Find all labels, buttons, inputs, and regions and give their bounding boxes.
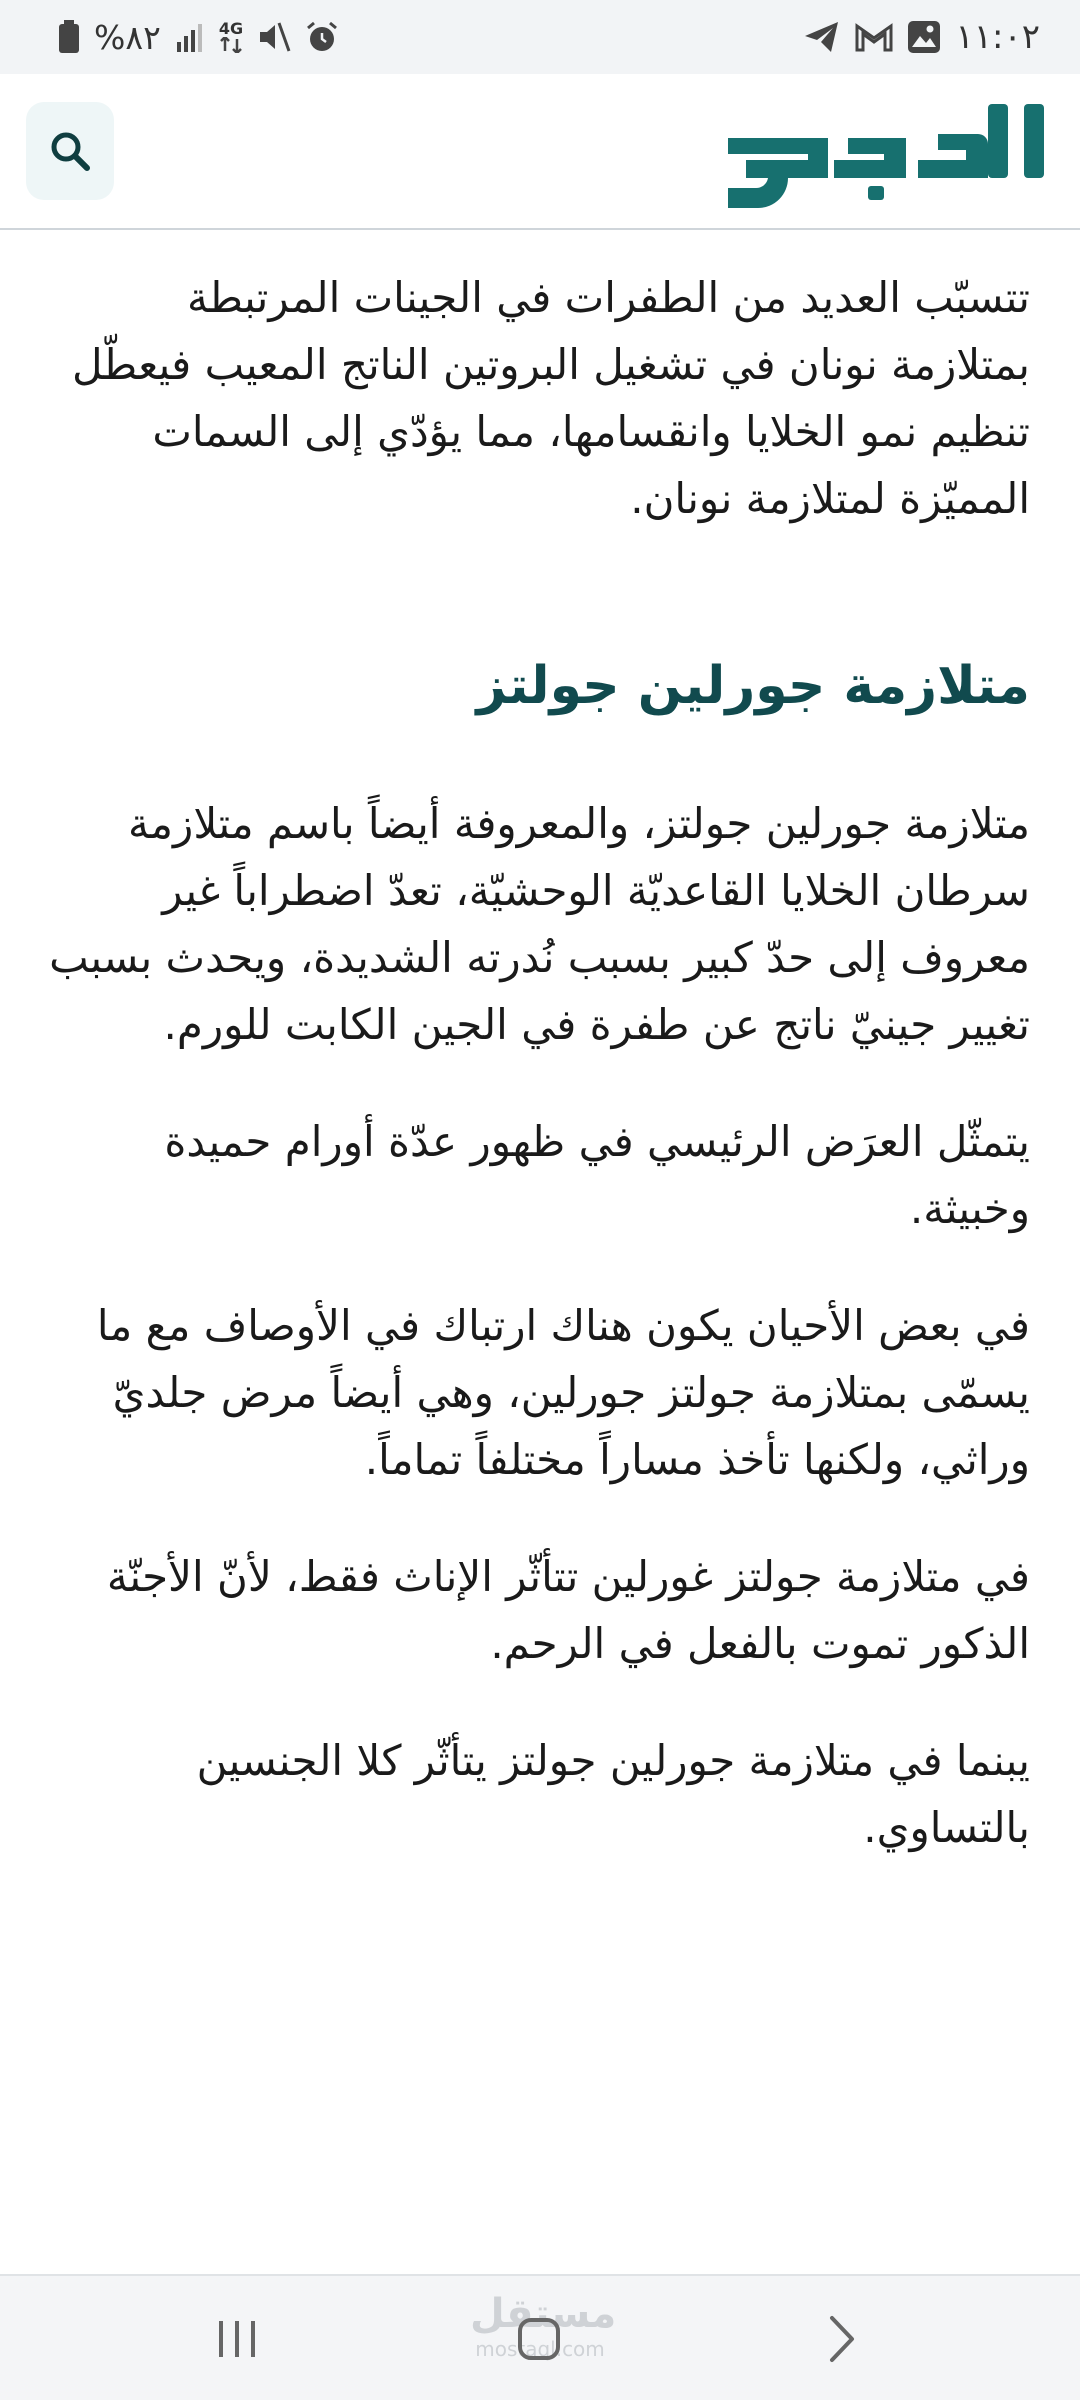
status-left-group [58,17,339,57]
status-right-group [803,17,1040,57]
watermark-url: mostaql.com [475,2337,605,2361]
signal-icon [175,17,205,57]
gmail-icon [855,17,893,57]
article-paragraph: في متلازمة جولتز غورلين تتأثّر الإناث فقط، لأنّ الأجنّة الذكور تموت بالفعل في الرحم. [106,1552,1030,1668]
site-logo[interactable] [718,94,1054,210]
back-button[interactable] [796,2304,886,2374]
gallery-icon [907,17,941,57]
article-paragraph: يتمثّل العرَض الرئيسي في ظهور عدّة أورام حميدة وخبيثة. [164,1117,1030,1233]
home-icon [516,2316,562,2362]
search-icon [48,129,92,173]
alarm-icon [305,17,339,57]
recents-icon [215,2319,259,2359]
logo-wordmark [718,94,1054,210]
data-arrows-icon [219,17,243,57]
home-button[interactable] [494,2304,584,2374]
status-bar [0,0,1080,74]
telegram-icon [803,17,841,57]
back-icon [826,2314,856,2364]
mute-icon [257,17,291,57]
status-time: ١١:٠٢ [955,17,1040,57]
article-paragraph: يبنما في متلازمة جورلين جولتز يتأثّر كلا الجنسين بالتساوي. [196,1736,1030,1852]
article-paragraph: في بعض الأحيان يكون هناك ارتباك في الأوصاف مع ما يسمّى بمتلازمة جولتز جورلين، وهي أيضاً مرض جلديّ وراثي، ولكنها تأخذ مساراً مختلفاً تماماً. [96,1301,1030,1484]
recents-button[interactable] [192,2304,282,2374]
article-paragraph: متلازمة جورلين جولتز، والمعروفة أيضاً باسم متلازمة سرطان الخلايا القاعديّة الوحشيّة، تعدّ اضطراباً غير معروف إلى حدّ كبير بسبب نُدرته الشديدة، ويحدث بسبب تغيير جينيّ ناتج عن طفرة في الجين الكابت للورم. [49,799,1030,1049]
intro-paragraph: تتسبّب العديد من الطفرات في الجينات المرتبطة بمتلازمة نونان في تشغيل البروتين الناتج المعيب فيعطّل تنظيم نمو الخلايا وانقسامها، مما يؤدّي إلى السمات المميّزة لمتلازمة نونان. [71,273,1030,523]
battery-icon [58,17,80,57]
watermark-arabic: مستقل [470,2291,617,2337]
network-type: 4G [218,19,244,38]
app-header [0,74,1080,230]
search-button[interactable] [26,102,114,200]
section-heading: متلازمة جورلين جولتز [476,656,1030,716]
article-body [48,230,1030,1861]
system-nav-bar [0,2274,1080,2400]
battery-percentage: %٨٢ [94,17,161,57]
